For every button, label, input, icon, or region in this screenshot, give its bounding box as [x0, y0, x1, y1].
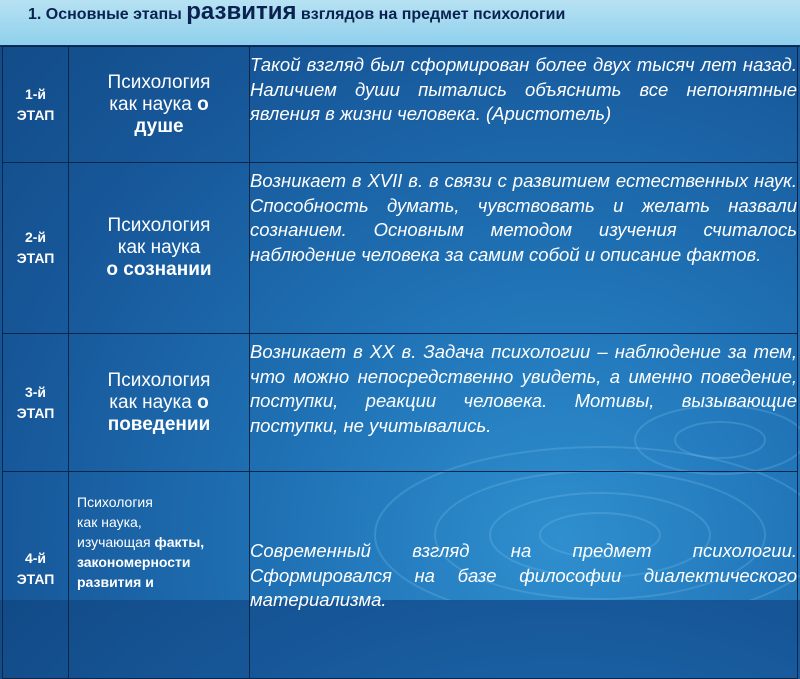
- stage-cell: [3, 163, 69, 334]
- subject-cell: [69, 334, 250, 472]
- subject-cell: [69, 47, 250, 163]
- subject-cell: [69, 472, 250, 679]
- title-suffix: взглядов на предмет психологии: [296, 6, 566, 23]
- subject-line: [69, 392, 249, 414]
- table-row: [3, 47, 798, 163]
- subject-text: как наука: [109, 93, 198, 115]
- subject-topic: закономерности: [77, 554, 191, 570]
- stage-cell: [3, 334, 69, 472]
- slide-title: [28, 0, 565, 31]
- stage-word: ЭТАП: [16, 571, 55, 587]
- title-emphasis: развития: [186, 0, 297, 25]
- stages-table: [2, 46, 798, 679]
- subject-line: как наука,: [77, 514, 142, 530]
- subject-line: Психология: [107, 215, 211, 236]
- stage-cell: [3, 47, 69, 163]
- stage-number: 2-й: [24, 229, 47, 245]
- stage-cell: [3, 472, 69, 679]
- table-row: [3, 472, 798, 679]
- subject-topic: о сознании: [106, 259, 212, 280]
- subject-line: Психология: [77, 494, 153, 510]
- description-cell: Такой взгляд был сформирован более двух тысяч лет назад. Наличием души пытались объяснить все непонятные явления в жизни человека. (Аристотель): [250, 47, 798, 163]
- subject-bold-text: о: [197, 93, 209, 115]
- subject-bold-text: факты,: [154, 534, 205, 550]
- subject-line: Психология: [107, 71, 211, 93]
- stage-number: 1-й: [24, 85, 47, 102]
- description-cell: Возникает в XVII в. в связи с развитием естественных наук. Способность думать, чувствовать и желать назвали сознанием. Основным методом изучения считалось наблюдение человека за самим собой и описание фактов.: [250, 163, 798, 334]
- stage-word: ЭТАП: [16, 106, 55, 123]
- subject-text: как наука: [109, 391, 198, 413]
- table-row: [3, 163, 798, 334]
- title-bar: [0, 0, 800, 47]
- subject-topic: развития и: [77, 574, 154, 590]
- subject-bold-text: о: [197, 391, 209, 413]
- subject-topic: поведении: [107, 413, 211, 435]
- subject-cell: [69, 163, 250, 334]
- subject-line: [69, 94, 249, 116]
- subject-line: [77, 532, 249, 552]
- stage-number: 4-й: [24, 550, 47, 566]
- subject-text: изучающая: [77, 534, 155, 550]
- subject-topic: душе: [134, 115, 184, 137]
- description-cell: Возникает в XX в. Задача психологии – наблюдение за тем, что можно непосредственно увидеть, а именно поведение, поступки, реакции человека. Мотивы, вызывающие поступки, не учитывались.: [250, 334, 798, 472]
- subject-line: Психология: [107, 369, 211, 391]
- stage-word: ЭТАП: [16, 404, 55, 421]
- description-cell: Современный взгляд на предмет психологии. Сформировался на базе философии диалектического материализма.: [250, 472, 798, 679]
- subject-line: как наука: [117, 237, 201, 258]
- title-prefix: 1. Основные этапы: [28, 6, 187, 23]
- stage-word: ЭТАП: [16, 250, 55, 266]
- stage-number: 3-й: [24, 383, 47, 400]
- table-row: [3, 334, 798, 472]
